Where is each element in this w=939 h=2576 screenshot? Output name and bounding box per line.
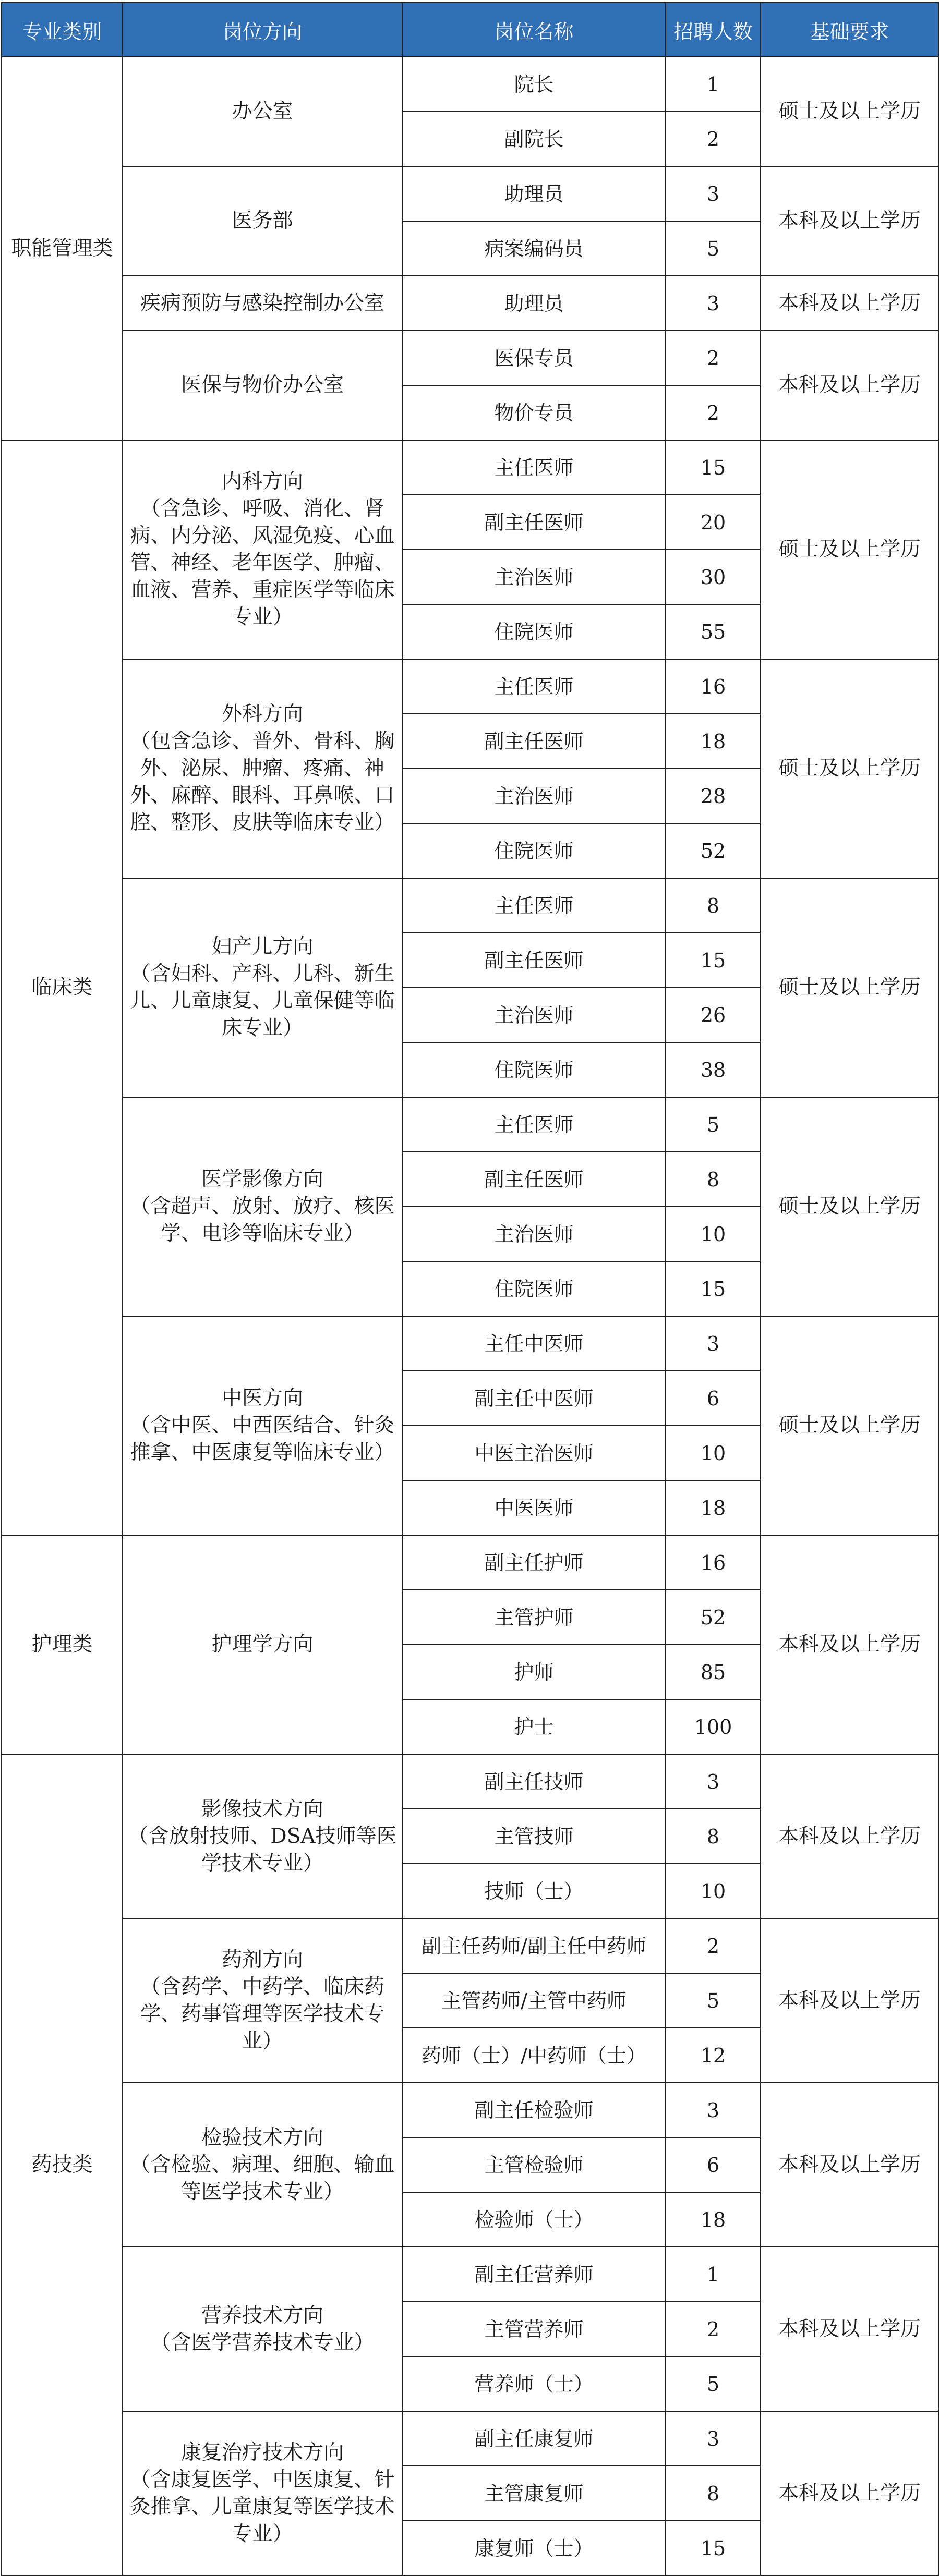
position-name-cell: 副主任检验师 (402, 2083, 666, 2137)
direction-cell: 外科方向 （包含急诊、普外、骨科、胸外、泌尿、肿瘤、疼痛、神外、麻醉、眼科、耳鼻喉、口腔、整形、皮肤等临床专业） (123, 659, 402, 878)
hiring-count-cell: 1 (666, 57, 761, 112)
table-row (2, 166, 938, 221)
hiring-count-cell: 5 (666, 1973, 761, 2028)
requirement-cell: 本科及以上学历 (761, 166, 938, 276)
header-requirement: 基础要求 (761, 3, 938, 57)
hiring-count-cell: 16 (666, 1535, 761, 1590)
position-name-cell: 营养师（士） (402, 2356, 666, 2411)
table-row (2, 878, 938, 933)
hiring-count-cell: 52 (666, 823, 761, 878)
hiring-count-cell: 3 (666, 276, 761, 331)
requirement-cell: 本科及以上学历 (761, 2247, 938, 2411)
hiring-count-cell: 5 (666, 2356, 761, 2411)
direction-cell: 医务部 (123, 166, 402, 276)
table-header (2, 3, 938, 57)
position-name-cell: 护师 (402, 1645, 666, 1699)
position-name-cell: 检验师（士） (402, 2192, 666, 2247)
hiring-count-cell: 8 (666, 1809, 761, 1864)
position-name-cell: 主任中医师 (402, 1316, 666, 1371)
table-body (2, 57, 938, 2575)
requirement-cell: 本科及以上学历 (761, 276, 938, 331)
requirement-cell: 硕士及以上学历 (761, 1316, 938, 1535)
position-name-cell: 主管护师 (402, 1590, 666, 1645)
position-name-cell: 主管检验师 (402, 2137, 666, 2192)
position-name-cell: 副主任营养师 (402, 2247, 666, 2302)
hiring-count-cell: 100 (666, 1699, 761, 1754)
hiring-count-cell: 12 (666, 2028, 761, 2083)
table-row (2, 659, 938, 714)
requirement-cell: 本科及以上学历 (761, 2083, 938, 2247)
hiring-count-cell: 2 (666, 2302, 761, 2356)
direction-cell: 办公室 (123, 57, 402, 166)
position-name-cell: 主治医师 (402, 988, 666, 1042)
hiring-count-cell: 15 (666, 440, 761, 495)
hiring-count-cell: 3 (666, 1316, 761, 1371)
position-name-cell: 主治医师 (402, 1207, 666, 1261)
position-name-cell: 助理员 (402, 276, 666, 331)
table-row (2, 2083, 938, 2137)
hiring-count-cell: 16 (666, 659, 761, 714)
hiring-count-cell: 8 (666, 1152, 761, 1207)
direction-cell: 妇产儿方向 （含妇科、产科、儿科、新生儿、儿童康复、儿童保健等临床专业） (123, 878, 402, 1097)
direction-cell: 康复治疗技术方向 （含康复医学、中医康复、针灸推拿、儿童康复等医学技术专业） (123, 2411, 402, 2575)
position-name-cell: 中医医师 (402, 1480, 666, 1535)
header-row (2, 3, 938, 57)
table-row (2, 440, 938, 495)
category-cell: 护理类 (2, 1535, 123, 1754)
hiring-count-cell: 1 (666, 2247, 761, 2302)
position-name-cell: 副主任医师 (402, 495, 666, 550)
direction-cell: 中医方向 （含中医、中西医结合、针灸推拿、中医康复等临床专业） (123, 1316, 402, 1535)
position-name-cell: 院长 (402, 57, 666, 112)
position-name-cell: 病案编码员 (402, 221, 666, 276)
position-name-cell: 副主任护师 (402, 1535, 666, 1590)
position-name-cell: 主管康复师 (402, 2466, 666, 2521)
hiring-count-cell: 3 (666, 1754, 761, 1809)
header-direction: 岗位方向 (123, 3, 402, 57)
requirement-cell: 硕士及以上学历 (761, 440, 938, 659)
requirement-cell: 硕士及以上学历 (761, 659, 938, 878)
position-name-cell: 副主任医师 (402, 1152, 666, 1207)
position-name-cell: 主治医师 (402, 769, 666, 823)
direction-cell: 医学影像方向 （含超声、放射、放疗、核医学、电诊等临床专业） (123, 1097, 402, 1316)
hiring-count-cell: 2 (666, 112, 761, 166)
position-name-cell: 主任医师 (402, 659, 666, 714)
requirement-cell: 本科及以上学历 (761, 1754, 938, 1918)
category-cell: 药技类 (2, 1754, 123, 2575)
position-name-cell: 副主任中医师 (402, 1371, 666, 1426)
hiring-count-cell: 10 (666, 1426, 761, 1480)
direction-cell: 药剂方向 （含药学、中药学、临床药学、药事管理等医学技术专业） (123, 1918, 402, 2083)
position-name-cell: 主管技师 (402, 1809, 666, 1864)
direction-cell: 内科方向 （含急诊、呼吸、消化、肾病、内分泌、风湿免疫、心血管、神经、老年医学、肿瘤、血液、营养、重症医学等临床专业） (123, 440, 402, 659)
position-name-cell: 主任医师 (402, 878, 666, 933)
hiring-count-cell: 2 (666, 385, 761, 440)
hiring-count-cell: 5 (666, 221, 761, 276)
table-row (2, 57, 938, 112)
position-name-cell: 住院医师 (402, 1261, 666, 1316)
table-row (2, 2411, 938, 2466)
hiring-count-cell: 30 (666, 550, 761, 604)
direction-cell: 疾病预防与感染控制办公室 (123, 276, 402, 331)
position-name-cell: 技师（士） (402, 1864, 666, 1918)
requirement-cell: 本科及以上学历 (761, 1918, 938, 2083)
header-position: 岗位名称 (402, 3, 666, 57)
table-row (2, 1316, 938, 1371)
position-name-cell: 主任医师 (402, 1097, 666, 1152)
recruitment-table (1, 2, 939, 2576)
hiring-count-cell: 85 (666, 1645, 761, 1699)
requirement-cell: 硕士及以上学历 (761, 1097, 938, 1316)
position-name-cell: 副主任医师 (402, 714, 666, 769)
table-row (2, 1097, 938, 1152)
hiring-count-cell: 15 (666, 933, 761, 988)
position-name-cell: 药师（士）/中药师（士） (402, 2028, 666, 2083)
position-name-cell: 助理员 (402, 166, 666, 221)
position-name-cell: 康复师（士） (402, 2521, 666, 2575)
hiring-count-cell: 52 (666, 1590, 761, 1645)
hiring-count-cell: 15 (666, 2521, 761, 2575)
requirement-cell: 本科及以上学历 (761, 2411, 938, 2575)
direction-cell: 营养技术方向 （含医学营养技术专业） (123, 2247, 402, 2411)
position-name-cell: 副主任康复师 (402, 2411, 666, 2466)
requirement-cell: 硕士及以上学历 (761, 878, 938, 1097)
requirement-cell: 本科及以上学历 (761, 331, 938, 440)
hiring-count-cell: 5 (666, 1097, 761, 1152)
position-name-cell: 中医主治医师 (402, 1426, 666, 1480)
hiring-count-cell: 18 (666, 714, 761, 769)
position-name-cell: 主管营养师 (402, 2302, 666, 2356)
direction-cell: 检验技术方向 （含检验、病理、细胞、输血等医学技术专业） (123, 2083, 402, 2247)
direction-cell: 影像技术方向 （含放射技师、DSA技师等医学技术专业） (123, 1754, 402, 1918)
table-row (2, 1918, 938, 1973)
hiring-count-cell: 3 (666, 2411, 761, 2466)
position-name-cell: 医保专员 (402, 331, 666, 385)
position-name-cell: 副主任药师/副主任中药师 (402, 1918, 666, 1973)
hiring-count-cell: 28 (666, 769, 761, 823)
position-name-cell: 住院医师 (402, 823, 666, 878)
hiring-count-cell: 3 (666, 2083, 761, 2137)
position-name-cell: 主治医师 (402, 550, 666, 604)
position-name-cell: 副院长 (402, 112, 666, 166)
position-name-cell: 护士 (402, 1699, 666, 1754)
hiring-count-cell: 18 (666, 2192, 761, 2247)
table-row (2, 276, 938, 331)
hiring-count-cell: 8 (666, 2466, 761, 2521)
hiring-count-cell: 15 (666, 1261, 761, 1316)
table-row (2, 1535, 938, 1590)
position-name-cell: 主任医师 (402, 440, 666, 495)
hiring-count-cell: 18 (666, 1480, 761, 1535)
hiring-count-cell: 10 (666, 1207, 761, 1261)
table-row (2, 331, 938, 385)
position-name-cell: 副主任医师 (402, 933, 666, 988)
table-row (2, 1754, 938, 1809)
direction-cell: 医保与物价办公室 (123, 331, 402, 440)
table-row (2, 2247, 938, 2302)
hiring-count-cell: 10 (666, 1864, 761, 1918)
position-name-cell: 主管药师/主管中药师 (402, 1973, 666, 2028)
requirement-cell: 本科及以上学历 (761, 1535, 938, 1754)
position-name-cell: 住院医师 (402, 604, 666, 659)
hiring-count-cell: 2 (666, 331, 761, 385)
hiring-count-cell: 55 (666, 604, 761, 659)
position-name-cell: 住院医师 (402, 1042, 666, 1097)
hiring-count-cell: 3 (666, 166, 761, 221)
hiring-count-cell: 8 (666, 878, 761, 933)
position-name-cell: 物价专员 (402, 385, 666, 440)
requirement-cell: 硕士及以上学历 (761, 57, 938, 166)
category-cell: 职能管理类 (2, 57, 123, 440)
position-name-cell: 副主任技师 (402, 1754, 666, 1809)
header-count: 招聘人数 (666, 3, 761, 57)
hiring-count-cell: 2 (666, 1918, 761, 1973)
hiring-count-cell: 20 (666, 495, 761, 550)
header-category: 专业类别 (2, 3, 123, 57)
hiring-count-cell: 26 (666, 988, 761, 1042)
direction-cell: 护理学方向 (123, 1535, 402, 1754)
hiring-count-cell: 6 (666, 2137, 761, 2192)
hiring-count-cell: 6 (666, 1371, 761, 1426)
hiring-count-cell: 38 (666, 1042, 761, 1097)
category-cell: 临床类 (2, 440, 123, 1535)
